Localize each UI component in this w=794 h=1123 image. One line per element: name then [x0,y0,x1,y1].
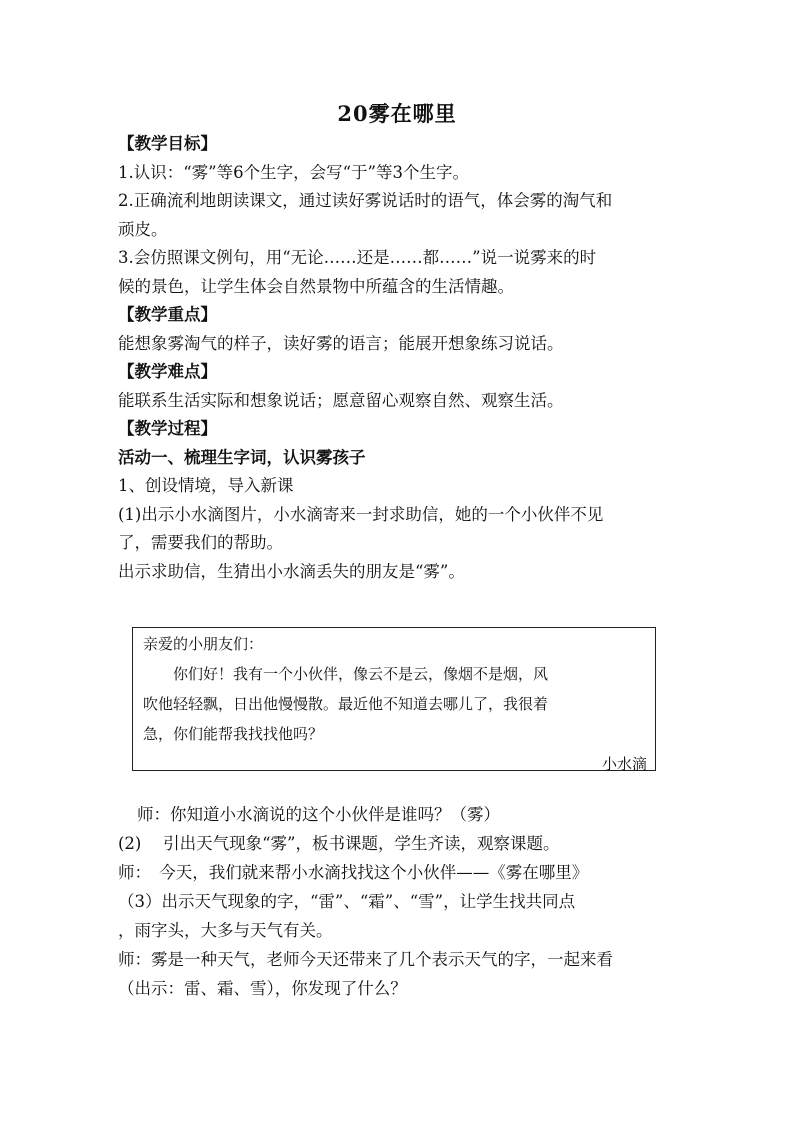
key-points-heading: 【教学重点】 [118,305,217,324]
activity-1-heading: 活动一、梳理生字词，认识雾孩子 [118,447,366,467]
goals-heading: 【教学目标】 [118,134,217,153]
teacher-intro: 师： 今天，我们就来帮小水滴找找这个小伙伴——《雾在哪里》 [118,863,589,882]
teacher-weather-line-1: 师：雾是一种天气，老师今天还带来了几个表示天气的字，一起来看 [118,950,613,969]
step-1: 1、创设情境，导入新课 [118,476,294,495]
step-2: (2) 引出天气现象“雾”，板书课题，学生齐读，观察课题。 [118,834,560,853]
teacher-weather-line-2: （出示：雷、霜、雪），你发现了什么？ [118,979,407,998]
letter-line-2: 吹他轻轻飘，日出他慢慢散。最近他不知道去哪儿了，我很着 [143,695,549,713]
teacher-question: 师：你知道小水滴说的这个小伙伴是谁吗？（雾） [137,805,500,824]
step-1-1-line-1: (1)出示小水滴图片，小水滴寄来一封求助信，她的一个小伙伴不见 [118,504,604,524]
main-content [118,130,678,586]
key-points-text: 能想象雾淘气的样子，读好雾的语言；能展开想象练习说话。 [118,333,564,353]
page-title: 20雾在哪里 [337,101,457,126]
goal-2-line-1: 2.正确流利地朗读课文，通过读好雾说话时的语气，体会雾的淘气和 [118,191,613,210]
difficult-points-heading: 【教学难点】 [118,362,217,381]
help-letter-box [132,627,656,771]
step-1-1-line-2: 了，需要我们的帮助。 [118,533,283,552]
letter-greeting: 亲爱的小朋友们： [143,635,264,653]
lesson-continuation [118,800,678,1003]
goal-3-line-1: 3.会仿照课文例句，用“无论……还是……都……”说一说雾来的时 [118,248,597,267]
step-1-2: 出示求助信，生猜出小水滴丢失的朋友是“雾”。 [118,561,465,581]
step-3-line-2: ，雨字头，大多与天气有关。 [118,921,333,940]
letter-line-3: 急，你们能帮我找找他吗？ [143,725,324,743]
letter-line-1: 你们好！我有一个小伙伴，像云不是云，像烟不是烟，风 [173,665,549,683]
goal-3-line-2: 候的景色，让学生体会自然景物中所蕴含的生活情趣。 [118,276,514,296]
letter-signature: 小水滴 [601,755,647,773]
process-heading: 【教学过程】 [118,419,217,438]
step-3-line-1: （3）出示天气现象的字，“雷”、“霜”、“雪”，让学生找共同点 [118,892,576,911]
goal-1: 1.认识：“雾”等6个生字，会写“于”等3个生字。 [118,162,469,182]
difficult-points-text: 能联系生活实际和想象说话；愿意留心观察自然、观察生活。 [118,390,564,410]
goal-2-line-2: 顽皮。 [118,219,168,239]
